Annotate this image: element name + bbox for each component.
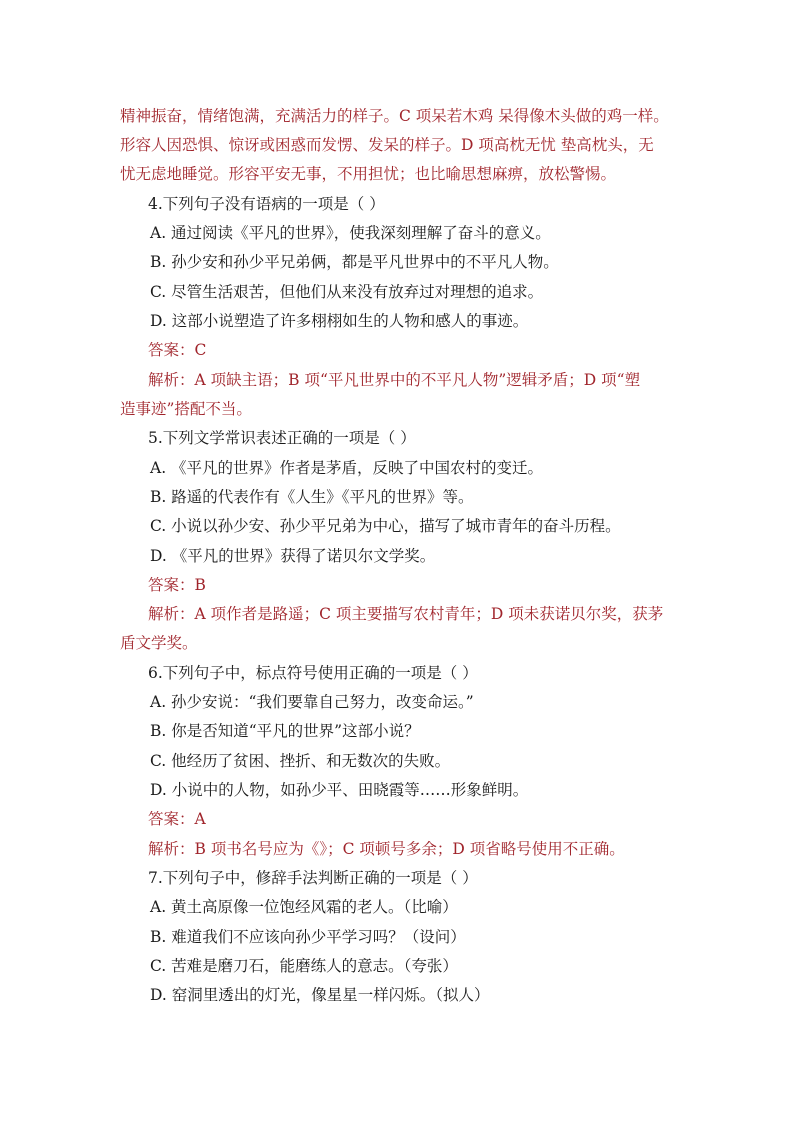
question-option: C. 苦难是磨刀石，能磨练人的意志。（夸张） <box>150 957 458 975</box>
question-option: C. 小说以孙少安、孙少平兄弟为中心，描写了城市青年的奋斗历程。 <box>150 517 621 535</box>
analysis-text: 盾文学奖。 <box>120 634 198 652</box>
question-option: A. 黄土高原像一位饱经风霜的老人。（比喻） <box>150 898 458 916</box>
question-option: A. 《平凡的世界》作者是茅盾，反映了中国农村的变迁。 <box>150 459 544 477</box>
question-option: B. 你是否知道“平凡的世界”这部小说？ <box>150 722 420 740</box>
question-stem: 5.下列文学常识表述正确的一项是（ ） <box>148 429 416 447</box>
intro-line: 形容人因恐惧、惊讶或困惑而发愣、发呆的样子。D 项高枕无忧 垫高枕头，无 <box>120 136 654 154</box>
question-option: C. 尽管生活艰苦，但他们从来没有放弃过对理想的追求。 <box>150 283 544 301</box>
answer-text: 答案：A <box>148 810 206 828</box>
question-option: D. 《平凡的世界》获得了诺贝尔文学奖。 <box>150 547 436 565</box>
intro-line: 精神振奋，情绪饱满，充满活力的样子。C 项呆若木鸡 呆得像木头做的鸡一样。 <box>120 107 669 125</box>
question-stem: 6.下列句子中，标点符号使用正确的一项是（ ） <box>148 664 478 682</box>
question-option: D. 窑洞里透出的灯光，像星星一样闪烁。（拟人） <box>150 986 490 1004</box>
question-stem: 4.下列句子没有语病的一项是（ ） <box>148 195 385 213</box>
question-option: D. 这部小说塑造了许多栩栩如生的人物和感人的事迹。 <box>150 312 529 330</box>
question-option: B. 孙少安和孙少平兄弟俩，都是平凡世界中的不平凡人物。 <box>150 253 559 271</box>
question-option: D. 小说中的人物，如孙少平、田晓霞等……形象鲜明。 <box>150 781 529 799</box>
analysis-text: 解析：A 项作者是路遥；C 项主要描写农村青年；D 项未获诺贝尔奖，获茅 <box>148 605 664 623</box>
question-option: B. 难道我们不应该向孙少平学习吗？（设问） <box>150 928 466 946</box>
answer-text: 答案：B <box>148 576 206 594</box>
analysis-text: 解析：A 项缺主语；B 项“平凡世界中的不平凡人物”逻辑矛盾；D 项“塑 <box>148 371 641 389</box>
question-option: C. 他经历了贫困、挫折、和无数次的失败。 <box>150 752 451 770</box>
answer-text: 答案：C <box>148 341 207 359</box>
question-stem: 7.下列句子中，修辞手法判断正确的一项是（ ） <box>148 869 478 887</box>
intro-line: 忧无虑地睡觉。形容平安无事，不用担忧；也比喻思想麻痹，放松警惕。 <box>120 165 617 183</box>
analysis-text: 造事迹”搭配不当。 <box>120 400 252 418</box>
analysis-text: 解析：B 项书名号应为《》；C 项顿号多余；D 项省略号使用不正确。 <box>148 840 625 858</box>
question-option: A. 孙少安说：“我们要靠自己努力，改变命运。” <box>150 693 474 711</box>
question-option: B. 路遥的代表作有《人生》《平凡的世界》等。 <box>150 488 474 506</box>
question-option: A. 通过阅读《平凡的世界》，使我深刻理解了奋斗的意义。 <box>150 224 551 242</box>
